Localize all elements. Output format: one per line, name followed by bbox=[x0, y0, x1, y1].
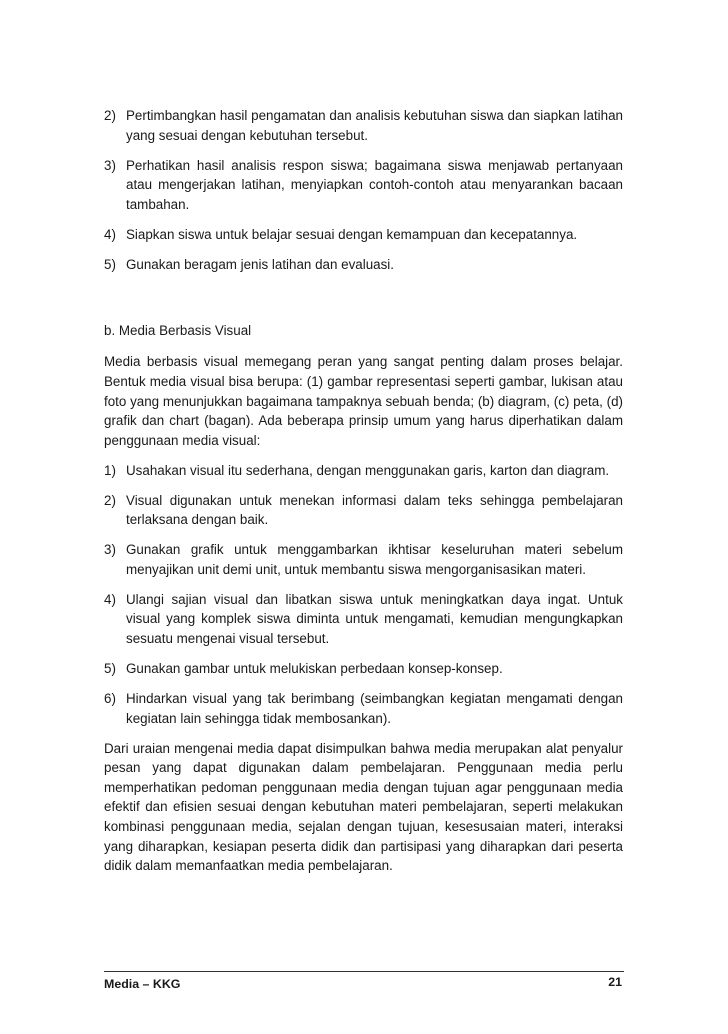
list-text: Gunakan gambar untuk melukiskan perbedaan konsep-konsep. bbox=[126, 660, 503, 676]
list-text: Usahakan visual itu sederhana, dengan menggunakan garis, karton dan diagram. bbox=[126, 462, 610, 478]
list-number: 1) bbox=[104, 462, 116, 478]
list-text: Visual digunakan untuk menekan informasi dalam teks sehingga pembelajaran terlaksana dengan baik. bbox=[126, 492, 623, 528]
list-number: 4) bbox=[104, 226, 116, 242]
page-content bbox=[104, 106, 623, 886]
list-number: 2) bbox=[104, 492, 116, 508]
list-item bbox=[104, 540, 623, 579]
list-number: 3) bbox=[104, 157, 116, 173]
list-text: Ulangi sajian visual dan libatkan siswa untuk meningkatkan daya ingat. Untuk visual yang komplek siswa diminta untuk mengamati, kemudian mengungkapkan sesuatu mengenai visual tersebut. bbox=[126, 591, 623, 646]
list-item bbox=[104, 225, 623, 245]
section-heading: b. Media Berbasis Visual bbox=[104, 322, 252, 338]
list-item bbox=[104, 659, 623, 679]
list-item bbox=[104, 689, 623, 728]
list-number: 5) bbox=[104, 660, 116, 676]
list-text: Pertimbangkan hasil pengamatan dan analisis kebutuhan siswa dan siapkan latihan yang sesuai dengan kebutuhan tersebut. bbox=[126, 108, 623, 143]
list-item bbox=[104, 106, 623, 145]
list-number: 3) bbox=[104, 542, 116, 558]
spacer bbox=[104, 285, 623, 321]
intro-paragraph: Media berbasis visual memegang peran yang sangat penting dalam proses belajar. Bentuk media visual bisa berupa: (1) gambar representasi seperti gambar, lukisan atau foto yang menunjukkan bagaimana tampaknya sebuah benda; (b) diagram, (c) peta, (d) grafik dan chart (bagan). Ada beberapa prinsip umum yang harus diperhatikan dalam penggunaan media visual: bbox=[104, 354, 623, 448]
list-text: Perhatikan hasil analisis respon siswa; bagaimana siswa menjawab pertanyaan atau mengerjakan latihan, menyiapkan contoh-contoh atau menyarankan bacaan tambahan. bbox=[126, 157, 623, 212]
list-item bbox=[104, 491, 623, 530]
list-text: Gunakan grafik untuk menggambarkan ikhtisar keseluruhan materi sebelum menyajikan unit demi unit, untuk membantu siswa mengorganisasikan materi. bbox=[126, 542, 623, 577]
list-item bbox=[104, 461, 623, 481]
list-number: 4) bbox=[104, 591, 116, 607]
list-number: 6) bbox=[104, 690, 116, 706]
list-number: 5) bbox=[104, 256, 116, 272]
footer-title: Media – KKG bbox=[104, 977, 181, 991]
list-text: Gunakan beragam jenis latihan dan evaluasi. bbox=[126, 256, 394, 272]
list-item bbox=[104, 255, 623, 275]
list-number: 2) bbox=[104, 108, 116, 123]
footer-divider bbox=[104, 971, 624, 972]
list-text: Siapkan siswa untuk belajar sesuai dengan kemampuan dan kecepatannya. bbox=[126, 226, 578, 242]
list-text: Hindarkan visual yang tak berimbang (seimbangkan kegiatan mengamati dengan kegiatan lain sehingga tidak membosankan). bbox=[126, 690, 623, 726]
page-number: 21 bbox=[608, 975, 622, 989]
list-item bbox=[104, 590, 623, 649]
conclusion-paragraph: Dari uraian mengenai media dapat disimpulkan bahwa media merupakan alat penyalur pesan yang dapat digunakan dalam pembelajaran. Penggunaan media perlu memperhatikan pedoman penggunaan media dengan tujuan agar penggunaan media efektif dan efisien sesuai dengan kebutuhan materi pembelajaran, seperti melakukan kombinasi penggunaan media, sejalan dengan tujuan, kesesusaian materi, interaksi yang diharapkan, kesiapan peserta didik dan partisipasi yang diharapkan dari peserta didik dalam memanfaatkan media pembelajaran. bbox=[104, 740, 623, 874]
list-item bbox=[104, 156, 623, 215]
